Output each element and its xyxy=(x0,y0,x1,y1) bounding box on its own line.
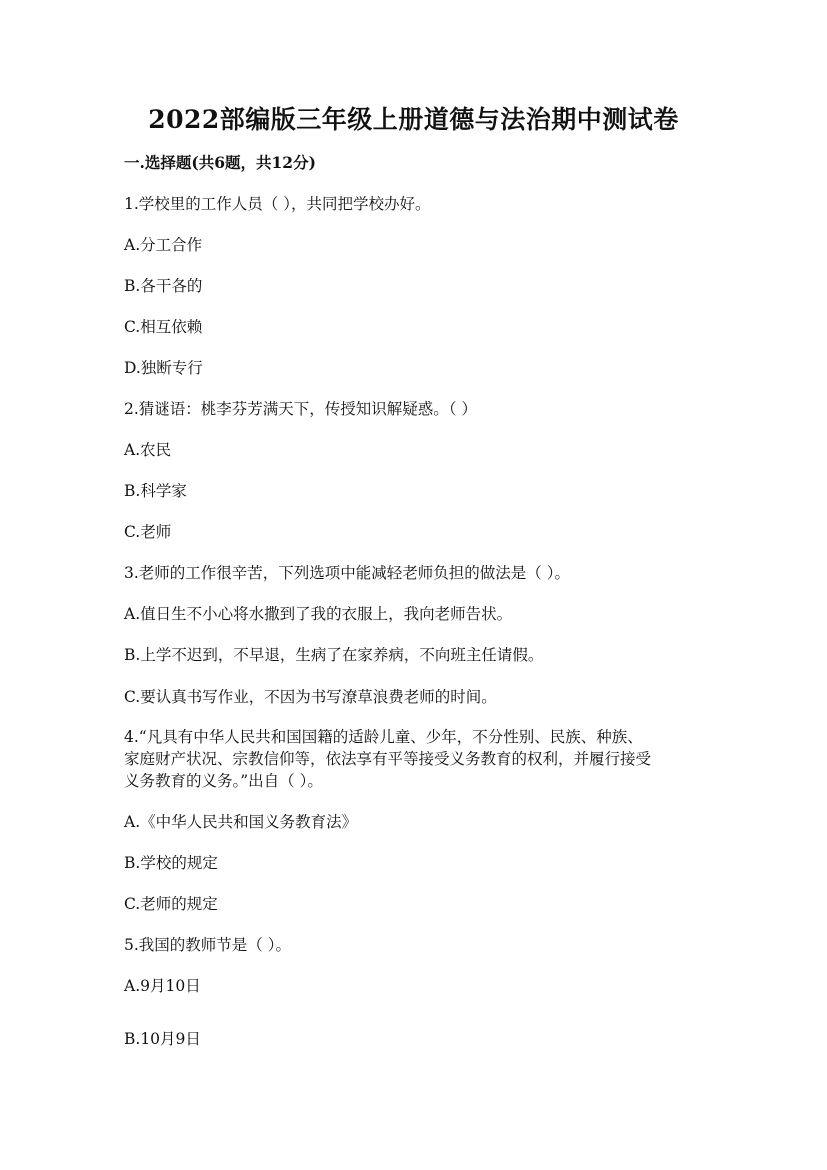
question-5-stem: 5.我国的教师节是（ ）。 xyxy=(124,936,291,954)
question-2-option-c: C.老师 xyxy=(124,523,172,541)
question-4-stem-line-2: 家庭财产状况、宗教信仰等，依法享有平等接受义务教育的权利，并履行接受 xyxy=(124,750,652,768)
question-1-option-b: B.各干各的 xyxy=(124,277,203,295)
question-4-option-a: A.《中华人民共和国义务教育法》 xyxy=(124,813,358,831)
section-heading: 一.选择题(共6题，共12分) xyxy=(124,153,316,172)
question-4-option-c: C.老师的规定 xyxy=(124,895,218,913)
question-4-stem-line-3: 义务教育的义务。”出自（ ）。 xyxy=(124,772,323,790)
question-3-stem: 3.老师的工作很辛苦，下列选项中能减轻老师负担的做法是（ ）。 xyxy=(124,564,570,582)
question-5-option-a: A.9月10日 xyxy=(124,977,201,995)
question-1-option-c: C.相互依赖 xyxy=(124,318,203,336)
question-4-stem-line-1: 4.“凡具有中华人民共和国国籍的适龄儿童、少年，不分性别、民族、种族、 xyxy=(124,728,643,746)
question-1-option-d: D.独断专行 xyxy=(124,359,203,377)
question-3-option-a: A.值日生不小心将水撒到了我的衣服上，我向老师告状。 xyxy=(124,605,513,623)
question-1-stem: 1.学校里的工作人员（ ），共同把学校办好。 xyxy=(124,195,431,213)
question-2-option-a: A.农民 xyxy=(124,441,172,459)
page-title: 2022部编版三年级上册道德与法治期中测试卷 xyxy=(148,105,679,134)
question-2-stem: 2.猜谜语：桃李芬芳满天下，传授知识解疑惑。（ ） xyxy=(124,400,477,418)
question-3-option-b: B.上学不迟到，不早退，生病了在家养病，不向班主任请假。 xyxy=(124,646,544,664)
question-3-option-c: C.要认真书写作业，不因为书写潦草浪费老师的时间。 xyxy=(124,688,497,706)
question-1-option-a: A.分工合作 xyxy=(124,236,203,254)
question-5-option-b: B.10月9日 xyxy=(124,1030,201,1048)
question-2-option-b: B.科学家 xyxy=(124,482,187,500)
question-4-option-b: B.学校的规定 xyxy=(124,854,218,872)
